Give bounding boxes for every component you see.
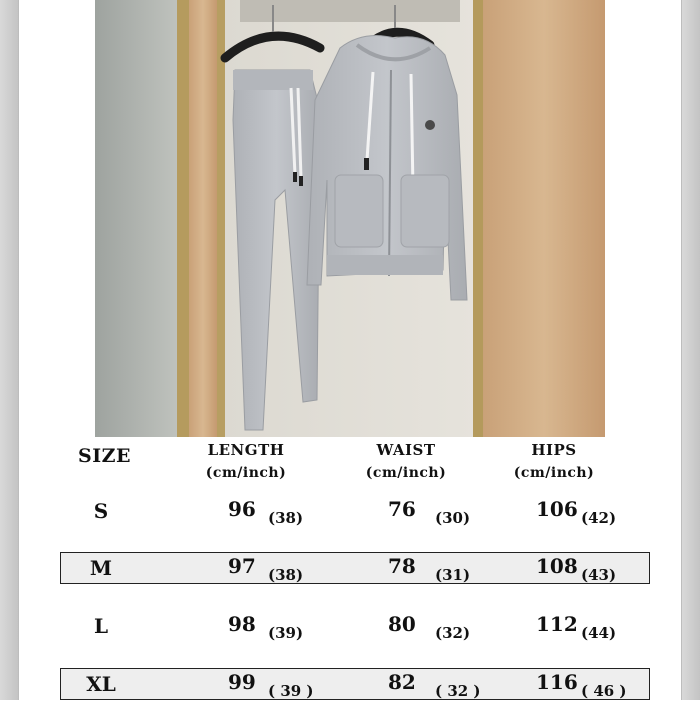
waist-cm: 82 xyxy=(388,670,416,694)
waist-cm: 76 xyxy=(388,497,416,521)
wood-panel xyxy=(483,0,605,437)
header-hips-label: HIPS xyxy=(531,441,577,459)
hips-inch: (42) xyxy=(581,509,617,527)
hoodie-pocket-right xyxy=(401,175,449,247)
waist-inch: (32) xyxy=(435,624,471,642)
table-row-xl xyxy=(0,670,700,702)
mirror-panel xyxy=(95,0,185,437)
hoodie-drawstring-right xyxy=(411,74,413,190)
length-cm: 99 xyxy=(228,670,256,694)
table-row-m xyxy=(0,554,700,586)
waist-inch: (31) xyxy=(435,566,471,584)
hips-cm: 108 xyxy=(536,554,578,578)
hips-inch: (44) xyxy=(581,624,617,642)
hips-cm: 112 xyxy=(536,612,578,636)
length-cm: 97 xyxy=(228,554,256,578)
product-photo xyxy=(95,0,605,437)
header-waist xyxy=(360,441,452,481)
header-waist-unit: (cm/inch) xyxy=(365,465,447,481)
product-photo-illustration xyxy=(95,0,605,437)
header-length-label: LENGTH xyxy=(207,441,285,459)
header-hips-unit: (cm/inch) xyxy=(513,465,595,481)
wood-column xyxy=(189,0,217,437)
size-chart xyxy=(0,437,700,700)
table-row-s xyxy=(0,497,700,529)
header-waist-label: WAIST xyxy=(376,441,436,459)
header-size: SIZE xyxy=(78,445,131,467)
size-label: M xyxy=(89,556,113,580)
header-hips xyxy=(508,441,600,481)
header-length-unit: (cm/inch) xyxy=(205,465,287,481)
length-inch: (38) xyxy=(268,566,304,584)
size-label: XL xyxy=(86,672,116,696)
waist-inch: (30) xyxy=(435,509,471,527)
length-cm: 98 xyxy=(228,612,256,636)
brass-trim xyxy=(177,0,189,437)
size-label: S xyxy=(93,499,109,523)
length-inch: ( 39 ) xyxy=(268,682,314,700)
hips-cm: 106 xyxy=(536,497,578,521)
length-cm: 96 xyxy=(228,497,256,521)
length-inch: (38) xyxy=(268,509,304,527)
header-length xyxy=(196,441,296,481)
table-row-l xyxy=(0,612,700,644)
waist-inch: ( 32 ) xyxy=(435,682,481,700)
hips-inch: ( 46 ) xyxy=(581,682,627,700)
size-label: L xyxy=(93,614,109,638)
hips-cm: 116 xyxy=(536,670,578,694)
chest-logo-icon xyxy=(425,120,435,130)
brass-trim-3 xyxy=(473,0,483,437)
hips-inch: (43) xyxy=(581,566,617,584)
brass-trim-2 xyxy=(217,0,225,437)
length-inch: (39) xyxy=(268,624,304,642)
waist-cm: 78 xyxy=(388,554,416,578)
waist-cm: 80 xyxy=(388,612,416,636)
hoodie-pocket-left xyxy=(335,175,383,247)
